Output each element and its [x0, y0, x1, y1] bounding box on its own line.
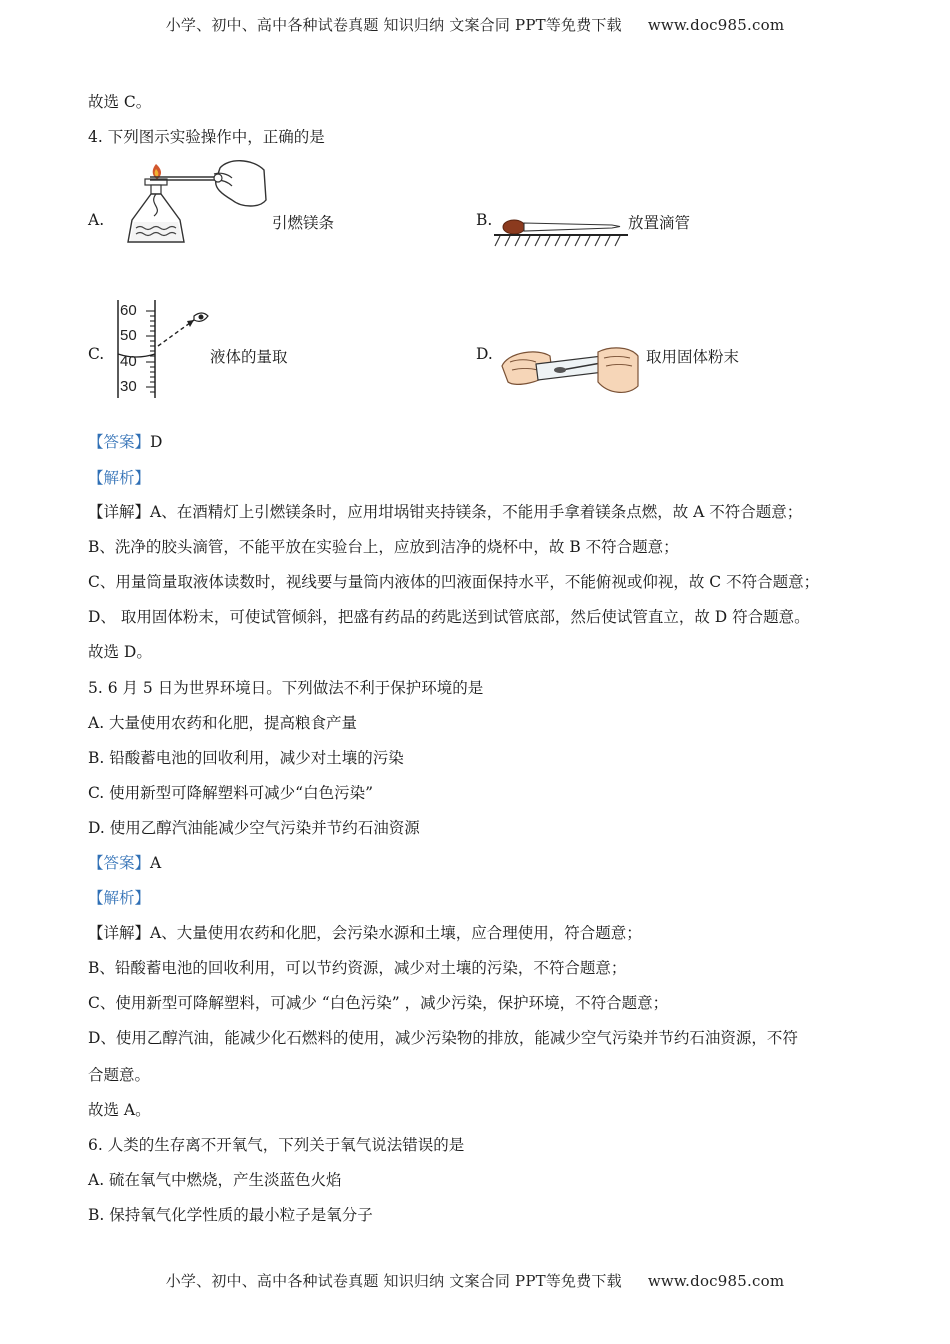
q4-option-c-caption: 液体的量取 — [210, 348, 288, 366]
q5-stem: 5. 6 月 5 日为世界环境日。下列做法不利于保护环境的是 — [88, 679, 484, 697]
q6-option-a: A. 硫在氧气中燃烧，产生淡蓝色火焰 — [88, 1171, 342, 1189]
cylinder-scale-60: 60 — [120, 302, 137, 319]
q5-conclusion: 故选 A。 — [88, 1101, 151, 1119]
q5-detail-a: 【详解】A、大量使用农药和化肥，会污染水源和土壤，应合理使用，符合题意； — [88, 924, 642, 942]
q4-detail-d: D、 取用固体粉末，可使试管倾斜，把盛有药品的药匙送到试管底部，然后使试管直立，故 D 符合题意。 — [88, 608, 810, 626]
q5-detail-d-cont: 合题意。 — [88, 1066, 151, 1084]
q5-option-b: B. 铅酸蓄电池的回收利用，减少对土壤的污染 — [88, 749, 404, 767]
q4-answer — [88, 430, 162, 452]
q4-analysis-label: 【解析】 — [88, 469, 151, 487]
q5-answer — [88, 851, 161, 873]
q5-answer-value: A — [150, 854, 162, 872]
q4-answer-value: D — [150, 433, 163, 451]
q6-stem: 6. 人类的生存离不开氧气，下列关于氧气说法错误的是 — [88, 1136, 465, 1154]
q4-option-a-letter: A. — [88, 211, 105, 229]
footer-text: 小学、初中、高中各种试卷真题 知识归纳 文案合同 PPT等免费下载 — [165, 1272, 622, 1290]
dropper-icon — [494, 216, 628, 250]
q4-detail-a: 【详解】A、在酒精灯上引燃镁条时，应用坩埚钳夹持镁条，不能用手拿着镁条点燃，故 A 不符合题意； — [88, 503, 803, 521]
q4-option-d-letter: D. — [476, 345, 493, 363]
page-header — [0, 14, 950, 35]
q5-option-d: D. 使用乙醇汽油能减少空气污染并节约石油资源 — [88, 819, 420, 837]
cylinder-scale-40: 40 — [120, 353, 137, 370]
header-site[interactable]: www.doc985.com — [647, 16, 785, 34]
test-tube-icon — [498, 342, 640, 400]
cylinder-scale-30: 30 — [120, 378, 137, 395]
q4-detail-b: B、洗净的胶头滴管，不能平放在实验台上，应放到洁净的烧杯中，故 B 不符合题意； — [88, 538, 679, 556]
q4-option-d-caption: 取用固体粉末 — [646, 348, 740, 366]
footer-site[interactable]: www.doc985.com — [647, 1272, 785, 1290]
page-footer — [0, 1270, 950, 1291]
q6-option-b: B. 保持氧气化学性质的最小粒子是氧分子 — [88, 1206, 373, 1224]
q4-stem: 4. 下列图示实验操作中，正确的是 — [88, 128, 325, 146]
q5-analysis-label: 【解析】 — [88, 889, 151, 907]
q4-detail-c: C、用量筒量取液体读数时，视线要与量筒内液体的凹液面保持水平，不能俯视或仰视，故 C 不符合题意； — [88, 573, 820, 591]
q5-option-a: A. 大量使用农药和化肥，提高粮食产量 — [88, 714, 358, 732]
q5-option-c: C. 使用新型可降解塑料可减少“白色污染” — [88, 784, 374, 802]
header-text: 小学、初中、高中各种试卷真题 知识归纳 文案合同 PPT等免费下载 — [165, 16, 622, 34]
q4-conclusion: 故选 D。 — [88, 643, 152, 661]
q5-detail-b: B、铅酸蓄电池的回收利用，可以节约资源，减少对土壤的污染，不符合题意； — [88, 959, 627, 977]
q5-answer-label: 【答案】 — [88, 854, 151, 872]
q5-detail-d: D、使用乙醇汽油，能减少化石燃料的使用，减少污染物的排放，能减少空气污染并节约石油资源，不符 — [88, 1029, 798, 1047]
cylinder-scale-50: 50 — [120, 327, 137, 344]
alcohol-lamp-icon — [118, 158, 268, 250]
q4-answer-label: 【答案】 — [88, 433, 151, 451]
q4-option-b-letter: B. — [476, 211, 493, 229]
q4-option-a-caption: 引燃镁条 — [272, 214, 335, 232]
q5-detail-c: C、使用新型可降解塑料，可减少 “白色污染” ，减少污染，保护环境，不符合题意； — [88, 994, 669, 1012]
q4-option-c-letter: C. — [88, 345, 105, 363]
q4-option-b-caption: 放置滴管 — [628, 214, 691, 232]
prev-conclusion: 故选 C。 — [88, 93, 152, 111]
